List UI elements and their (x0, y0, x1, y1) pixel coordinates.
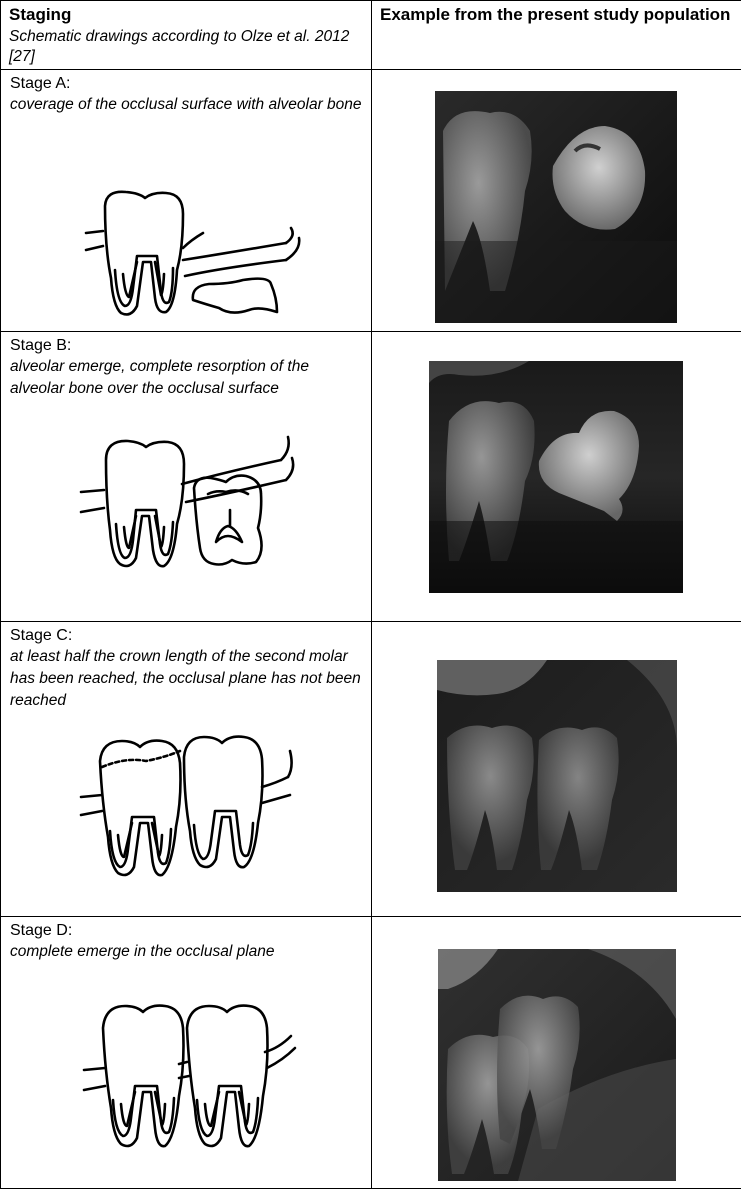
header-staging-subtitle: Schematic drawings according to Olze et al. 2012 [27] (9, 28, 350, 65)
stage-a-right-cell (372, 70, 741, 332)
header-example-title: Example from the present study population (380, 5, 731, 24)
tooth-drawing-stage-c-icon (76, 727, 296, 887)
stage-c-left-cell (1, 622, 372, 917)
stage-b-description: alveolar emerge, complete resorption of the alveolar bone over the occlusal surface (10, 358, 309, 397)
stage-d-label: Stage D: (10, 922, 73, 939)
radiograph-stage-b-icon (429, 361, 683, 593)
header-staging-title: Staging (9, 5, 72, 24)
stage-b-left-cell (1, 332, 372, 622)
stage-c-description: at least half the crown length of the second molar has been reached, the occlusal plane has not been reached (10, 648, 361, 709)
radiograph-stage-d-icon (438, 949, 676, 1181)
stage-a-description: coverage of the occlusal surface with alveolar bone (10, 96, 362, 113)
tooth-drawing-stage-d-icon (79, 992, 299, 1162)
stage-d-description: complete emerge in the occlusal plane (10, 943, 275, 960)
stage-d-left-cell (1, 917, 372, 1189)
radiograph-stage-a-icon (435, 91, 677, 323)
stage-c-right-cell (372, 622, 741, 917)
stage-c-label: Stage C: (10, 627, 73, 644)
tooth-drawing-stage-b-icon (76, 432, 296, 572)
header-right-cell (372, 1, 741, 70)
stage-d-right-cell (372, 917, 741, 1189)
header-left-cell (1, 1, 372, 70)
stage-b-label: Stage B: (10, 337, 72, 354)
stage-b-right-cell (372, 332, 741, 622)
tooth-drawing-stage-a-icon (81, 188, 301, 323)
stage-a-left-cell (1, 70, 372, 332)
radiograph-stage-c-icon (437, 660, 677, 892)
stage-a-label: Stage A: (10, 75, 71, 92)
